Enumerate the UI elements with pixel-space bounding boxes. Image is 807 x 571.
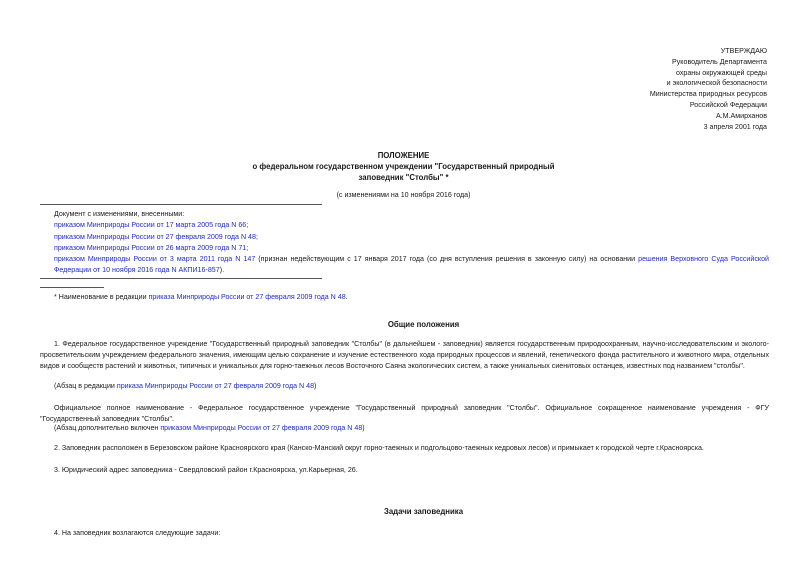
- approval-line: охраны окружающей среды: [676, 68, 767, 77]
- change-link-1[interactable]: приказом Минприроды России от 17 марта 2005 года N 66;: [54, 221, 249, 230]
- change-item-4-end: ).: [219, 266, 225, 275]
- edition-note: (с изменениями на 10 ноября 2016 года): [336, 191, 471, 199]
- footnote: [54, 292, 348, 303]
- footnote-divider: [40, 287, 104, 288]
- paragraph-3: 2. Заповедник расположен в Березовском районе Красноярского края (Канско-Манский округ горно-таежных и подгольцово-таежных кедровых лесов) и примыкает к городской черте г.Красноярска.: [54, 444, 704, 452]
- approval-block: [547, 46, 767, 132]
- note-link-2[interactable]: приказом Минприроды России от 27 февраля 2009 года N 48: [160, 424, 363, 432]
- approval-line: 3 апреля 2001 года: [703, 122, 767, 131]
- approval-line: УТВЕРЖДАЮ: [720, 47, 767, 55]
- changes-header: Документ с изменениями, внесенными:: [54, 210, 185, 218]
- paragraph-tasks-1: 4. На заповедник возлагаются следующие задачи:: [54, 529, 221, 537]
- approval-line: Руководитель Департамента: [672, 57, 767, 66]
- changes-block: [40, 209, 769, 277]
- change-item-4-text: (признан недействующим с 17 января 2017 года (со дня вступления решения в законную силу) на основании: [255, 255, 639, 264]
- paragraph-2-note: [54, 423, 365, 434]
- change-link-3[interactable]: приказом Минприроды России от 26 марта 2009 года N 71;: [54, 243, 249, 252]
- note-prefix: (Абзац в редакции: [54, 382, 117, 390]
- change-item-4: [40, 254, 769, 277]
- title-line-3: заповедник "Столбы" *: [358, 173, 449, 182]
- footnote-link[interactable]: приказа Минприроды России от 27 февраля 2009 года N 48: [148, 293, 346, 301]
- footnote-prefix: * Наименование в редакции: [54, 293, 149, 301]
- footnote-suffix: .: [345, 293, 348, 301]
- approval-line: Российской Федерации: [689, 100, 767, 109]
- court-decision-link[interactable]: решения Верховного Суда Российской Федерации от 10 ноября 2016 года N АКПИ16-857: [54, 255, 769, 275]
- title-line-2: о федеральном государственном учреждении "Государственный природный: [252, 162, 555, 171]
- title-line-1: ПОЛОЖЕНИЕ: [377, 151, 430, 160]
- divider-bottom: [40, 278, 322, 279]
- section-title-general: Общие положения: [387, 320, 460, 329]
- approval-line: и экологической безопасности: [666, 79, 767, 88]
- note-prefix: (Абзац дополнительно включен: [54, 424, 161, 432]
- approval-line: А.М.Амирханов: [715, 111, 767, 120]
- change-link-4[interactable]: приказом Минприроды России от 3 марта 2011 года N 147: [54, 255, 256, 264]
- approval-line: Министерства природных ресурсов: [649, 90, 767, 99]
- note-suffix: ): [314, 382, 317, 390]
- document-title: [40, 150, 767, 183]
- note-link-1[interactable]: приказа Минприроды России от 27 февраля 2009 года N 48: [116, 382, 315, 390]
- note-suffix: ): [362, 424, 365, 432]
- section-title-tasks: Задачи заповедника: [383, 507, 464, 516]
- paragraph-2: Официальное полное наименование - Федеральное государственное учреждение "Государственный природный заповедник "Столбы". Официальное сокращенное наименование учреждения - ФГУ "Государственный заповедник "Столбы".: [40, 404, 769, 423]
- divider-top: [40, 204, 322, 205]
- change-link-2[interactable]: приказом Минприроды России от 27 февраля 2009 года N 48;: [54, 232, 258, 241]
- paragraph-4: 3. Юридический адрес заповедника - Свердловский район г.Красноярска, ул.Карьерная, 26.: [54, 466, 358, 474]
- paragraph-1: 1. Федеральное государственное учреждение "Государственный природный заповедник "Столбы" (в дальнейшем - заповедник) является государственным природоохранным, научно-исследовательским и эколого-просветительским учреждением федерального значения, имеющим целью сохранение и изучение естественного хода природных процессов и явлений, генетического фонда растительного и животного мира, отдельных видов и сообществ растений и животных, типичных и уникальных для горно-таежных лесов Восточного Саяна экологических систем, а также уникальных сиенитовых останцев, известных под названием "столбы".: [40, 340, 769, 370]
- paragraph-1-note: [54, 381, 316, 392]
